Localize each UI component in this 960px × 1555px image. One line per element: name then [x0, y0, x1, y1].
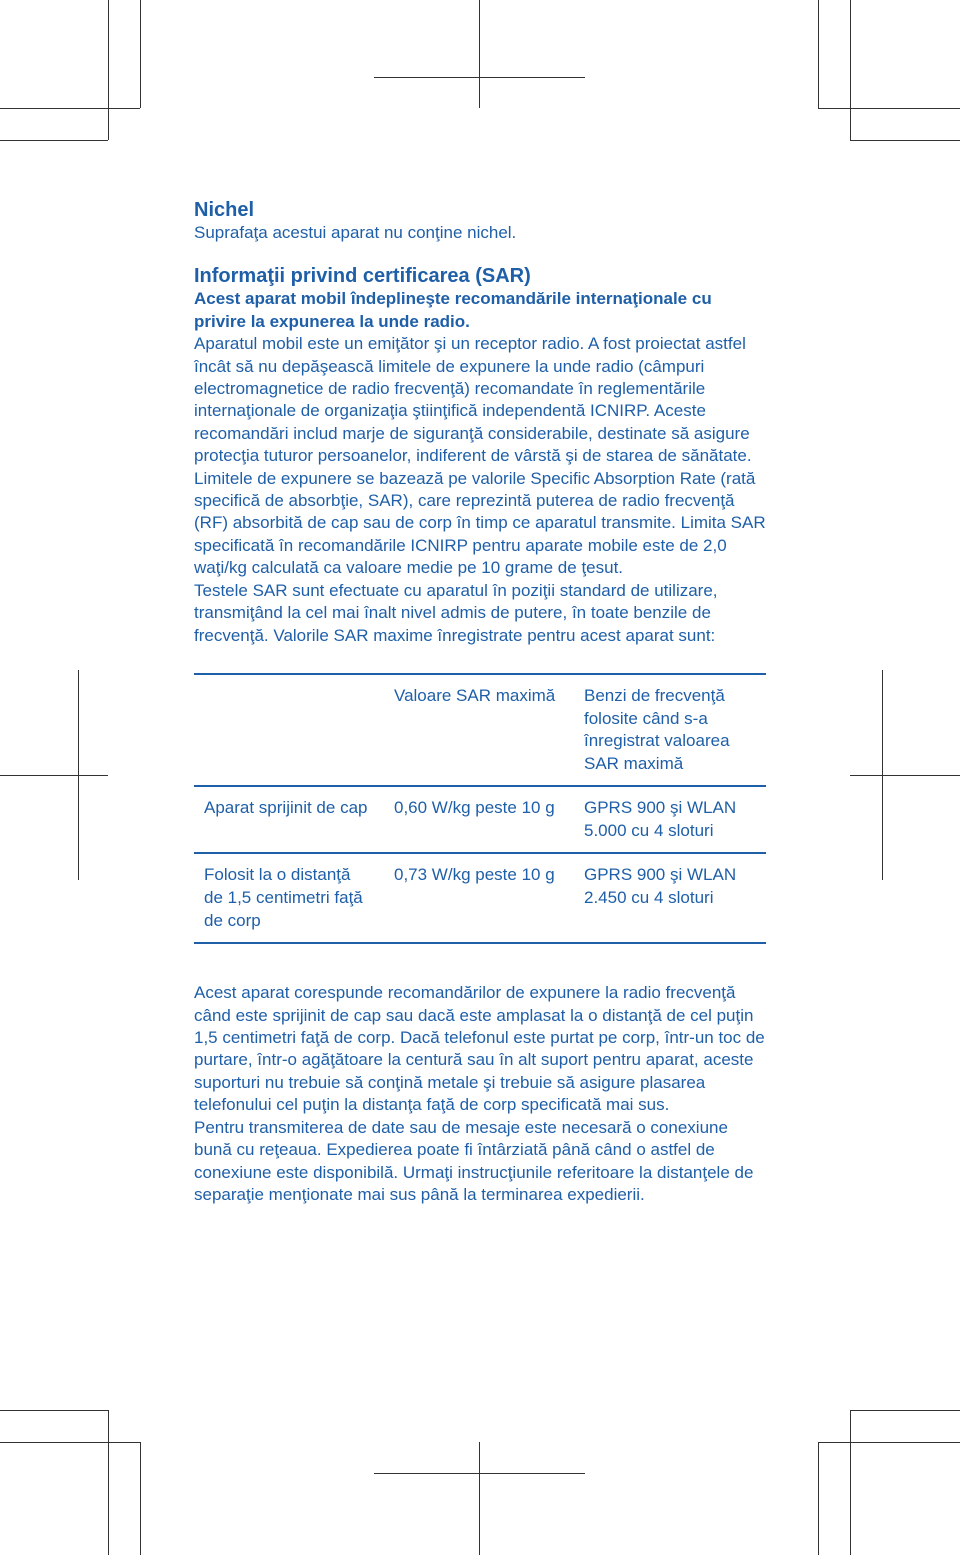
table-header-cell: Valoare SAR maximă	[384, 674, 574, 786]
table-header-cell	[194, 674, 384, 786]
crop-mark	[0, 108, 140, 109]
sar-intro: Acest aparat mobil îndeplineşte recomandările internaţionale cu privire la expunerea la unde radio.	[194, 289, 712, 331]
sar-paragraph: Testele SAR sunt efectuate cu aparatul în poziţii standard de utilizare, transmiţând la cel mai înalt nivel admis de putere, în toate benzile de frecvenţă. Valorile SAR maxime înregistrate pentru acest aparat sunt:	[194, 580, 718, 645]
sar-table	[194, 673, 766, 944]
table-header-row	[194, 674, 766, 786]
crop-mark	[374, 1473, 585, 1474]
crop-mark	[479, 0, 480, 108]
crop-mark	[0, 140, 108, 141]
crop-mark	[818, 108, 960, 109]
crop-mark	[140, 0, 141, 108]
crop-mark	[850, 1410, 960, 1411]
closing-paragraph: Acest aparat corespunde recomandărilor de expunere la radio frecvenţă când este sprijinit de cap sau dacă este amplasat la o distanţă de cel puţin 1,5 centimetri faţă de corp. Dacă telefonul este purtat pe corp, într-un toc de purtare, într-o agăţătoare la centură sau în alt suport pentru aparat, aceste suporturi nu trebuie să conţină metale şi trebuie să asigure plasarea telefonului cel puţin la distanţa faţă de corp specificată mai sus.	[194, 983, 765, 1115]
section-title: Informaţii privind certificarea (SAR)	[194, 265, 531, 288]
crop-mark	[140, 1442, 141, 1555]
table-cell: GPRS 900 şi WLAN 2.450 cu 4 sloturi	[584, 865, 737, 908]
crop-mark	[850, 140, 960, 141]
closing-text	[194, 982, 766, 1206]
crop-mark	[850, 1410, 851, 1555]
crop-mark	[0, 1410, 108, 1411]
section-nickel	[194, 198, 766, 244]
table-header-cell: Benzi de frecvenţă folosite când s-a înregistrat valoarea SAR maximă	[574, 674, 766, 786]
section-sar	[194, 264, 766, 1206]
table-cell: 0,60 W/kg peste 10 g	[384, 786, 574, 853]
table-cell: Folosit la o distanţă de 1,5 centimetri faţă de corp	[204, 865, 363, 930]
crop-mark	[108, 0, 109, 140]
crop-mark	[818, 1442, 819, 1555]
crop-mark	[108, 1410, 109, 1555]
section-body: Suprafaţa acestui aparat nu conţine nichel.	[194, 223, 517, 242]
table-row	[194, 853, 766, 943]
crop-mark	[850, 775, 960, 776]
table-cell: GPRS 900 şi WLAN 5.000 cu 4 sloturi	[574, 786, 766, 853]
table-row	[194, 786, 766, 853]
section-title: Nichel	[194, 199, 255, 221]
sar-paragraph: Limitele de expunere se bazează pe valorile Specific Absorption Rate (rată specifică de absorbţie, SAR), care reprezintă puterea de radio frecvenţă (RF) absorbită de cap sau de corp în timp ce aparatul transmite. Limita SAR specificată în recomandările ICNIRP pentru aparate mobile este de 2,0 waţi/kg calculată ca valoare medie pe 10 grame de ţesut.	[194, 468, 766, 578]
crop-mark	[818, 1442, 960, 1443]
crop-mark	[818, 0, 819, 108]
document-body	[194, 198, 766, 1206]
crop-mark	[0, 1442, 140, 1443]
closing-paragraph: Pentru transmiterea de date sau de mesaje este necesară o conexiune bună cu reţeaua. Expedierea poate fi întârziată până când o astfel de conexiune este disponibilă. Urmaţi instrucţiunile referitoare la distanţele de separaţie menţionate mai sus până la terminarea expedierii.	[194, 1117, 754, 1204]
crop-mark	[374, 77, 585, 78]
crop-mark	[0, 775, 108, 776]
table-cell: Aparat sprijinit de cap	[194, 786, 384, 853]
sar-paragraph: Aparatul mobil este un emiţător şi un receptor radio. A fost proiectat astfel încât să nu depăşească limitele de expunere la unde radio (câmpuri electromagnetice de radio frecvenţă) recomandate în reglementările internaţionale de organizaţia ştiinţifică independentă ICNIRP. Aceste recomandări includ marje de siguranţă considerabile, destinate să asigure protecţia tuturor persoanelor, indiferent de vârstă şi de starea de sănătate.	[194, 334, 752, 466]
crop-mark	[850, 0, 851, 140]
table-cell: 0,73 W/kg peste 10 g	[394, 865, 555, 885]
crop-mark	[479, 1442, 480, 1555]
